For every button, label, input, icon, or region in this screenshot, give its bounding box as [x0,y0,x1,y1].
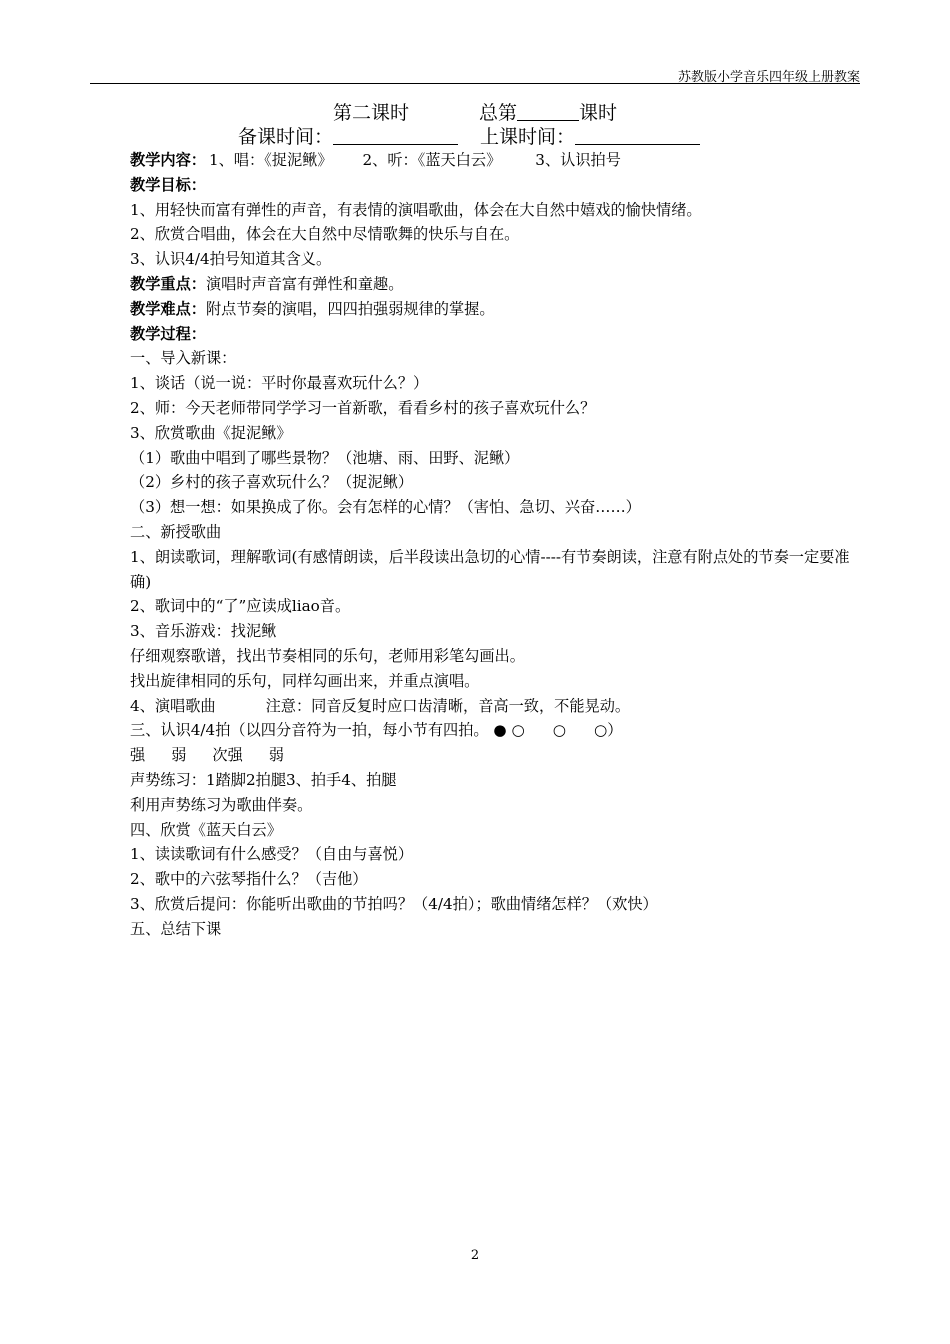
total-blank [517,102,579,121]
process-line: 四、欣赏《蓝天白云》 [130,820,282,839]
process-line: （1）歌曲中唱到了哪些景物？（池塘、雨、田野、泥鳅） [130,448,520,467]
teaching-content-1: 1、唱：《捉泥鳅》 [208,151,333,169]
page-number: 2 [470,1248,480,1263]
process-line: 利用声势练习为歌曲伴奏。 [130,795,313,814]
key-point-text: 演唱时声音富有弹性和童趣。 [205,274,404,293]
difficulty-row [130,297,850,322]
difficulty-text: 附点节奏的演唱，四四拍强弱规律的掌握。 [205,299,495,318]
class-time-label: 上课时间： [480,126,576,148]
process-line: 五、总结下课 [130,919,222,938]
process-line: 二、新授歌曲 [130,522,222,541]
process-line: （3）想一想：如果换成了你。会有怎样的心情？（害怕、急切、兴奋……） [130,498,641,517]
beat-label-weak: 弱 [171,746,187,765]
process-line: 1、读读歌词有什么感受？（自由与喜悦） [130,845,414,864]
prep-time-blank [333,126,458,145]
goal-1: 1、用轻快而富有弹性的声音，有表情的演唱歌曲，体会在大自然中嬉戏的愉快情绪。 [130,200,702,219]
process-line: 3、音乐游戏：找泥鳅 [130,622,277,641]
key-point-label: 教学重点： [130,274,206,293]
beat-label-weak-2: 弱 [268,746,284,765]
process-line: 3、欣赏后提问：你能听出歌曲的节拍吗？（4/4拍）；歌曲情绪怎样？（欢快） [130,894,658,913]
process-line: 2、师：今天老师带同学学习一首新歌，看看乡村的孩子喜欢玩什么？ [130,398,596,417]
process-line: 一、导入新课： [130,349,237,368]
process-label: 教学过程： [130,324,206,343]
beat-intro-row [130,718,850,743]
strong-beat-symbol: ● [493,721,507,740]
total-suffix: 课时 [579,102,618,124]
lesson-title-line [0,98,950,125]
lesson-number: 第二课时 [332,102,409,124]
weak-beat-symbol: ○ [511,721,525,740]
beat-labels-row [130,743,850,768]
goals-label: 教学目标： [130,175,206,194]
teaching-content-label: 教学内容： [130,151,206,169]
total-prefix: 总第 [478,102,517,124]
process-line: 仔细观察歌谱，找出节奏相同的乐句，老师用彩笔勾画出。 [130,646,525,665]
lesson-body [130,148,850,942]
goal-2: 2、欣赏合唱曲，体会在大自然中尽情歌舞的快乐与自在。 [130,225,520,244]
goal-3: 3、认识4/4拍号知道其含义。 [130,250,332,269]
teaching-content-3: 3、认识拍号 [535,151,621,169]
process-line: 2、歌词中的“了”应读成liao音。 [130,597,351,616]
beat-intro-text: 三、认识4/4拍（以四分音符为一拍，每小节有四拍。 [130,721,489,740]
beat-label-strong: 强 [130,746,146,765]
weak-beat-symbol-2: ○ [594,721,608,740]
medium-beat-symbol: ○ [552,721,567,740]
process-line: （2）乡村的孩子喜欢玩什么？（捉泥鳅） [130,473,414,492]
teaching-content-2: 2、听：《蓝天白云》 [362,151,502,169]
time-line [238,122,700,149]
difficulty-label: 教学难点： [130,299,206,318]
beat-label-medium: 次强 [212,746,243,765]
header-rule [90,83,860,84]
beat-intro-close: ） [607,721,623,740]
process-line: 2、歌中的六弦琴指什么？（吉他） [130,870,368,889]
process-line: 1、谈话（说一说：平时你最喜欢玩什么？） [130,374,429,393]
sing-song-row [130,694,850,719]
page-header-text: 苏教版小学音乐四年级上册教案 [677,70,860,85]
process-line: 3、欣赏歌曲《捉泥鳅》 [130,423,292,442]
process-line: 1、朗读歌词，理解歌词(有感情朗读，后半段读出急切的心情----有节奏朗读，注意有附点处的节奏一定要准确) [130,547,850,591]
process-line: 声势练习：1踏脚2拍腿3、拍手4、拍腿 [130,770,397,789]
key-point-row [130,272,850,297]
sing-song-label: 4、演唱歌曲 [130,696,216,715]
teaching-content-row [130,148,850,173]
sing-song-note: 注意：同音反复时应口齿清晰，音高一致，不能晃动。 [265,696,631,715]
prep-time-label: 备课时间： [238,126,334,148]
class-time-blank [575,126,700,145]
process-line: 找出旋律相同的乐句，同样勾画出来，并重点演唱。 [130,671,480,690]
